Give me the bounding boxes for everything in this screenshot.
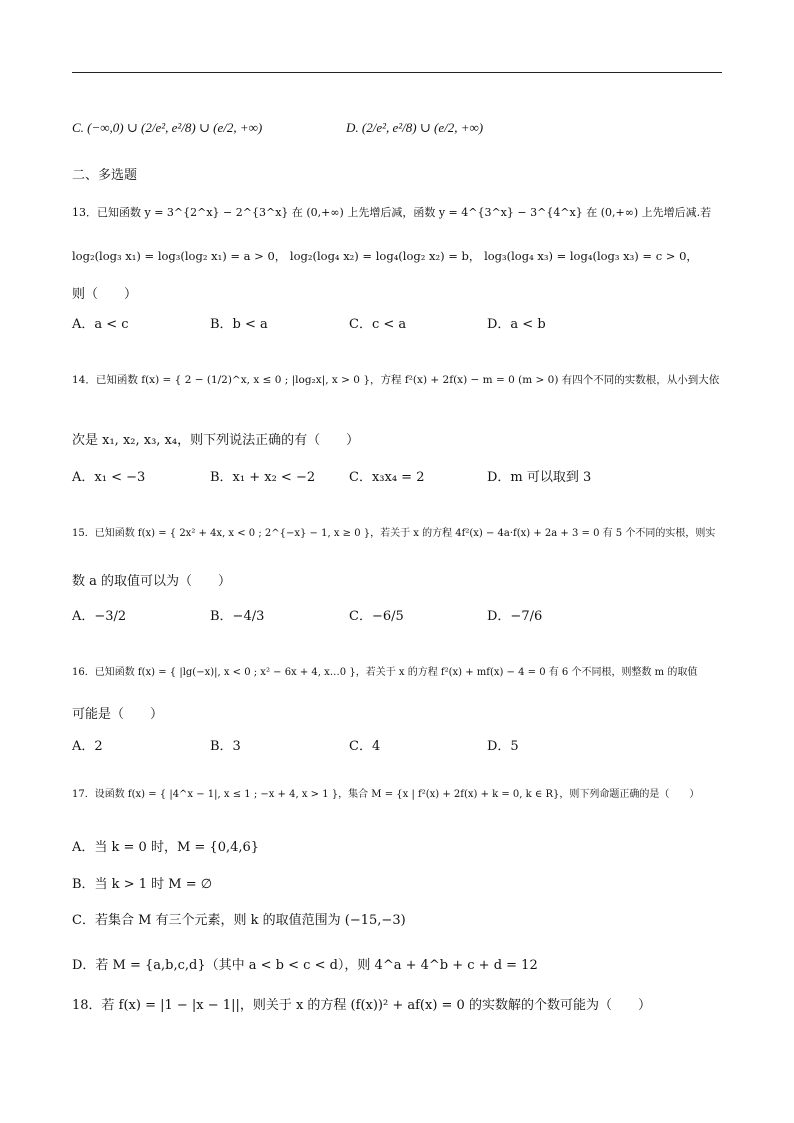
q17-option-b: B．当 k > 1 时 M = ∅ [72, 877, 213, 892]
q14-stem-line1: 14．已知函数 f(x) = { 2 − (1/2)^x, x ≤ 0 ; |log₂x|, x > 0 }，方程 f²(x) + 2f(x) − m = 0 (m > 0) 有四个不同的实数根，从小到大依 [72, 374, 720, 386]
q14-option-a: A．x₁ < −3 [72, 470, 146, 485]
q13-option-d: D．a < b [487, 317, 546, 332]
q16-option-a: A．2 [72, 739, 103, 754]
q17-option-c: C．若集合 M 有三个元素，则 k 的取值范围为 (−15,−3) [72, 913, 406, 928]
q16-option-d: D．5 [487, 739, 519, 754]
q12-option-d: D. (2/e², e²/8) ∪ (e/2, +∞) [346, 120, 484, 135]
q15-option-a: A．−3/2 [72, 609, 127, 624]
q14-stem-line2: 次是 x₁, x₂, x₃, x₄，则下列说法正确的有（ ） [72, 433, 360, 448]
q17-stem: 17．设函数 f(x) = { |4^x − 1|, x ≤ 1 ; −x + 4, x > 1 }，集合 M = {x | f²(x) + 2f(x) + k = 0, k ∈ R}，则下列命题正确的是（ ） [72, 789, 700, 800]
q15-option-d: D．−7/6 [487, 609, 543, 624]
q17-option-a: A．当 k = 0 时，M = {0,4,6} [72, 840, 260, 855]
q15-option-b: B．−4/3 [210, 609, 265, 624]
q15-stem-line2: 数 a 的取值可以为（ ） [72, 574, 232, 589]
q13-option-b: B．b < a [210, 317, 268, 332]
q18-stem: 18．若 f(x) = |1 − |x − 1||，则关于 x 的方程 (f(x))² + af(x) = 0 的实数解的个数可能为（ ） [72, 998, 651, 1013]
q13-option-a: A．a < c [72, 317, 129, 332]
q17-option-d: D．若 M = {a,b,c,d}（其中 a < b < c < d），则 4^a + 4^b + c + d = 12 [72, 958, 538, 973]
q13-option-c: C．c < a [349, 317, 407, 332]
q16-stem-line1: 16．已知函数 f(x) = { |lg(−x)|, x < 0 ; x² − 6x + 4, x…0 }，若关于 x 的方程 f²(x) + mf(x) − 4 = 0 有 6 个不同根，则整数 m 的取值 [72, 667, 698, 678]
header-rule [72, 72, 722, 73]
q13-stem-line3: 则（ ） [72, 287, 138, 302]
q13-stem-line1: 13．已知函数 y = 3^{2^x} − 2^{3^x} 在 (0,+∞) 上先增后减，函数 y = 4^{3^x} − 3^{4^x} 在 (0,+∞) 上先增后减.若 [72, 206, 712, 219]
q15-stem-line1: 15．已知函数 f(x) = { 2x² + 4x, x < 0 ; 2^{−x} − 1, x ≥ 0 }，若关于 x 的方程 4f²(x) − 4a·f(x) + 2a + 3 = 0 有 5 个不同的实根，则实 [72, 528, 716, 539]
q15-option-c: C．−6/5 [349, 609, 404, 624]
q16-option-b: B．3 [210, 739, 241, 754]
section-heading: 二、多选题 [72, 168, 138, 183]
q14-option-b: B．x₁ + x₂ < −2 [210, 470, 316, 485]
q13-stem-line2: log₂(log₃ x₁) = log₃(log₂ x₁) = a > 0， log₂(log₄ x₂) = log₄(log₂ x₂) = b， log₃(log₄ x₃) = log₄(log₃ x₃) = c > 0， [72, 249, 698, 263]
q12-option-c: C. (−∞,0) ∪ (2/e², e²/8) ∪ (e/2, +∞) [72, 120, 263, 135]
q14-option-c: C．x₃x₄ = 2 [349, 470, 425, 485]
q16-stem-line2: 可能是（ ） [72, 707, 164, 722]
q14-option-d: D．m 可以取到 3 [487, 470, 592, 485]
q16-option-c: C．4 [349, 739, 381, 754]
